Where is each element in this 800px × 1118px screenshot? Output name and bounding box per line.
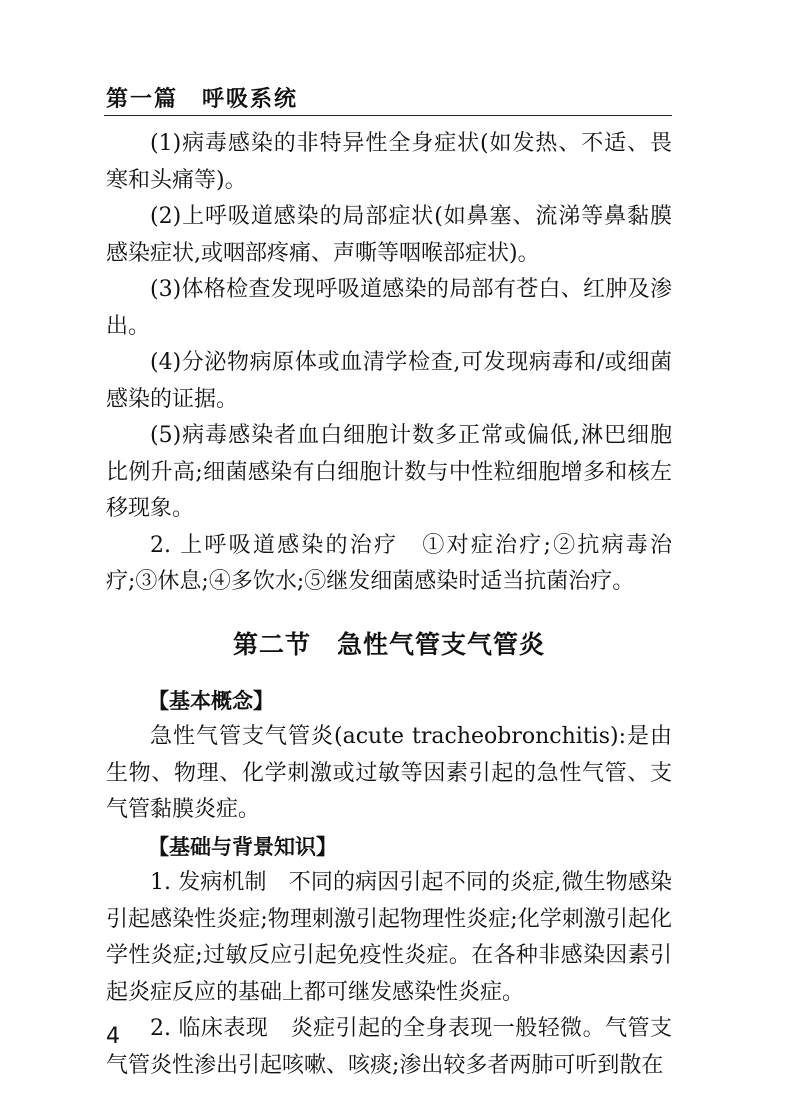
paragraph-symptom-2: (2)上呼吸道感染的局部症状(如鼻塞、流涕等鼻黏膜感染症状,或咽部疼痛、声嘶等咽喉部症状)。 bbox=[106, 204, 672, 266]
background-item-clinical: 2. 临床表现 炎症引起的全身表现一般轻微。气管支气管炎性渗出引起咳嗽、咳痰;渗出较多者两肺可听到散在 bbox=[106, 1016, 672, 1078]
concept-heading: 【基本概念】 bbox=[148, 688, 274, 713]
page-number: 4 bbox=[106, 1024, 120, 1049]
section-title: 第二节 急性气管支气管炎 bbox=[232, 629, 545, 659]
paragraph-symptom-1: (1)病毒感染的非特异性全身症状(如发热、不适、畏寒和头痛等)。 bbox=[106, 131, 672, 193]
header-rule bbox=[104, 115, 672, 116]
paragraph-symptom-3: (3)体格检查发现呼吸道感染的局部有苍白、红肿及渗出。 bbox=[106, 277, 672, 339]
running-head: 第一篇 呼吸系统 bbox=[106, 87, 299, 112]
paragraph-treatment: 2. 上呼吸道感染的治疗 ①对症治疗;②抗病毒治疗;③休息;④多饮水;⑤继发细菌感染时适当抗菌治疗。 bbox=[106, 532, 672, 594]
background-heading: 【基础与背景知识】 bbox=[148, 834, 337, 859]
paragraph-symptom-4: (4)分泌物病原体或血清学检查,可发现病毒和/或细菌感染的证据。 bbox=[106, 350, 672, 412]
background-item-mechanism: 1. 发病机制 不同的病因引起不同的炎症,微生物感染引起感染性炎症;物理刺激引起物理性炎症;化学刺激引起化学性炎症;过敏反应引起免疫性炎症。在各种非感染因素引起炎症反应的基础上都可继发感染性炎症。 bbox=[106, 870, 672, 1005]
page-body bbox=[106, 126, 672, 1084]
paragraph-symptom-5: (5)病毒感染者血白细胞计数多正常或偏低,淋巴细胞比例升高;细菌感染有白细胞计数与中性粒细胞增多和核左移现象。 bbox=[106, 423, 672, 521]
concept-text: 急性气管支气管炎(acute tracheobronchitis):是由生物、物理、化学刺激或过敏等因素引起的急性气管、支气管黏膜炎症。 bbox=[106, 724, 672, 822]
